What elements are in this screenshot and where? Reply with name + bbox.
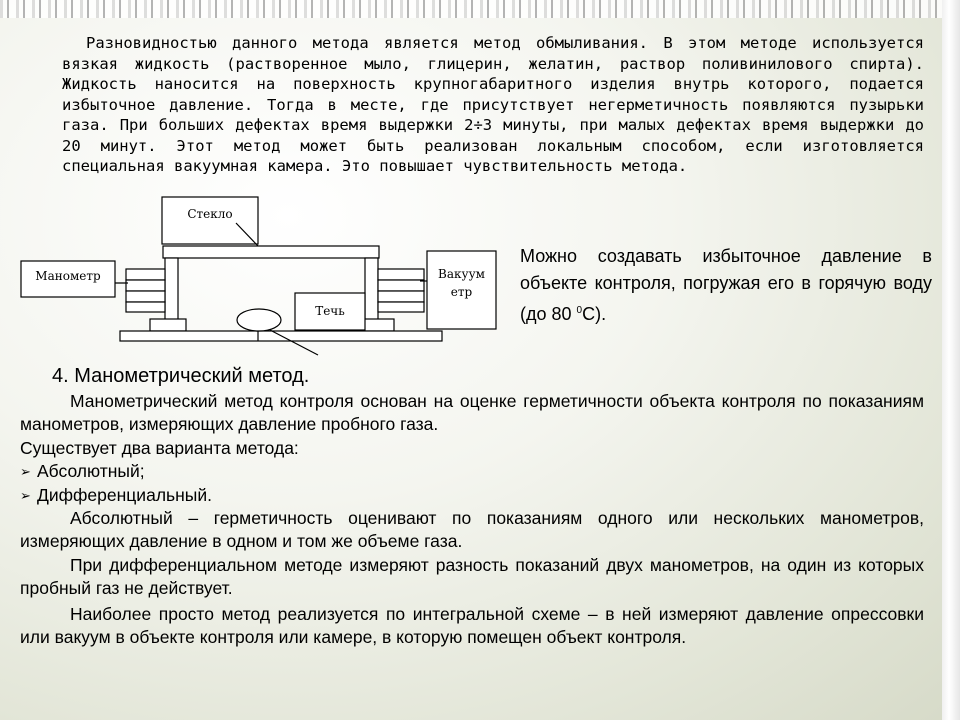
arrow-bullet-icon: ➢ <box>20 487 31 503</box>
degree-sup: 0 <box>576 305 583 316</box>
label-manometer: Манометр <box>35 269 101 283</box>
section-body <box>20 390 924 649</box>
list-item <box>20 484 924 507</box>
leak-bubble <box>237 309 281 331</box>
vacuum-chamber-diagram <box>0 195 520 360</box>
arrow-bullet-icon: ➢ <box>20 464 31 480</box>
bullet-differential: Дифференциальный. <box>37 484 213 505</box>
intro-text: Разновидностью данного метода является метод обмыливания. В этом методе используется вязкая жидкость (растворенное мыло, глицерин, желатин, раствор поливинилового спирта). Жидкость наносится на поверхность крупногабаритного изделия внутрь которого, подается избыточное давление. Тогда в месте, где присутствует негерметичность появляются пузырьки газа. При больших дефектах время выдержки 2÷3 минуты, при малых дефектах время выдержки до 20 минут. Этот метод может быть реализован локальным способом, если изготовляется специальная вакуумная камера. Это повышает чувствительность метода. <box>62 34 924 175</box>
paragraph-differential: При дифференциальном методе измеряют разность показаний двух манометров, на один из которых пробный газ не действует. <box>20 554 924 599</box>
label-vacuum-line2: етр <box>450 285 473 299</box>
decorative-top-strip <box>0 0 960 18</box>
paragraph-variants: Существует два варианта метода: <box>20 437 299 458</box>
side-note-end: С). <box>582 304 607 324</box>
label-leak: Течь <box>315 304 345 318</box>
side-note <box>520 243 932 328</box>
side-note-text: Можно создавать избыточное давление в объекте контроля, погружая его в горячую воду (до 80 <box>520 246 932 324</box>
bullet-absolute: Абсолютный; <box>37 461 145 482</box>
paragraph-definition: Манометрический метод контроля основан на оценке герметичности объекта контроля по показаниям манометров, измеряющих давление пробного газа. <box>20 391 924 435</box>
list-item <box>20 460 924 483</box>
intro-paragraph <box>62 33 924 177</box>
paragraph-integral: Наиболее просто метод реализуется по интегральной схеме – в ней измеряют давление опрессовки или вакуум в объекте контроля или камере, в которую помещен объект контроля. <box>20 603 924 648</box>
label-glass: Стекло <box>187 207 233 221</box>
decorative-right-edge <box>942 0 960 720</box>
glass-lid <box>163 246 379 258</box>
paragraph-absolute: Абсолютный – герметичность оценивают по показаниям одного или нескольких манометров, измеряющих давление в одном и том же объеме газа. <box>20 508 924 552</box>
section-title: 4. Манометрический метод. <box>52 365 310 387</box>
label-vacuum-line1: Вакуум <box>438 267 485 281</box>
